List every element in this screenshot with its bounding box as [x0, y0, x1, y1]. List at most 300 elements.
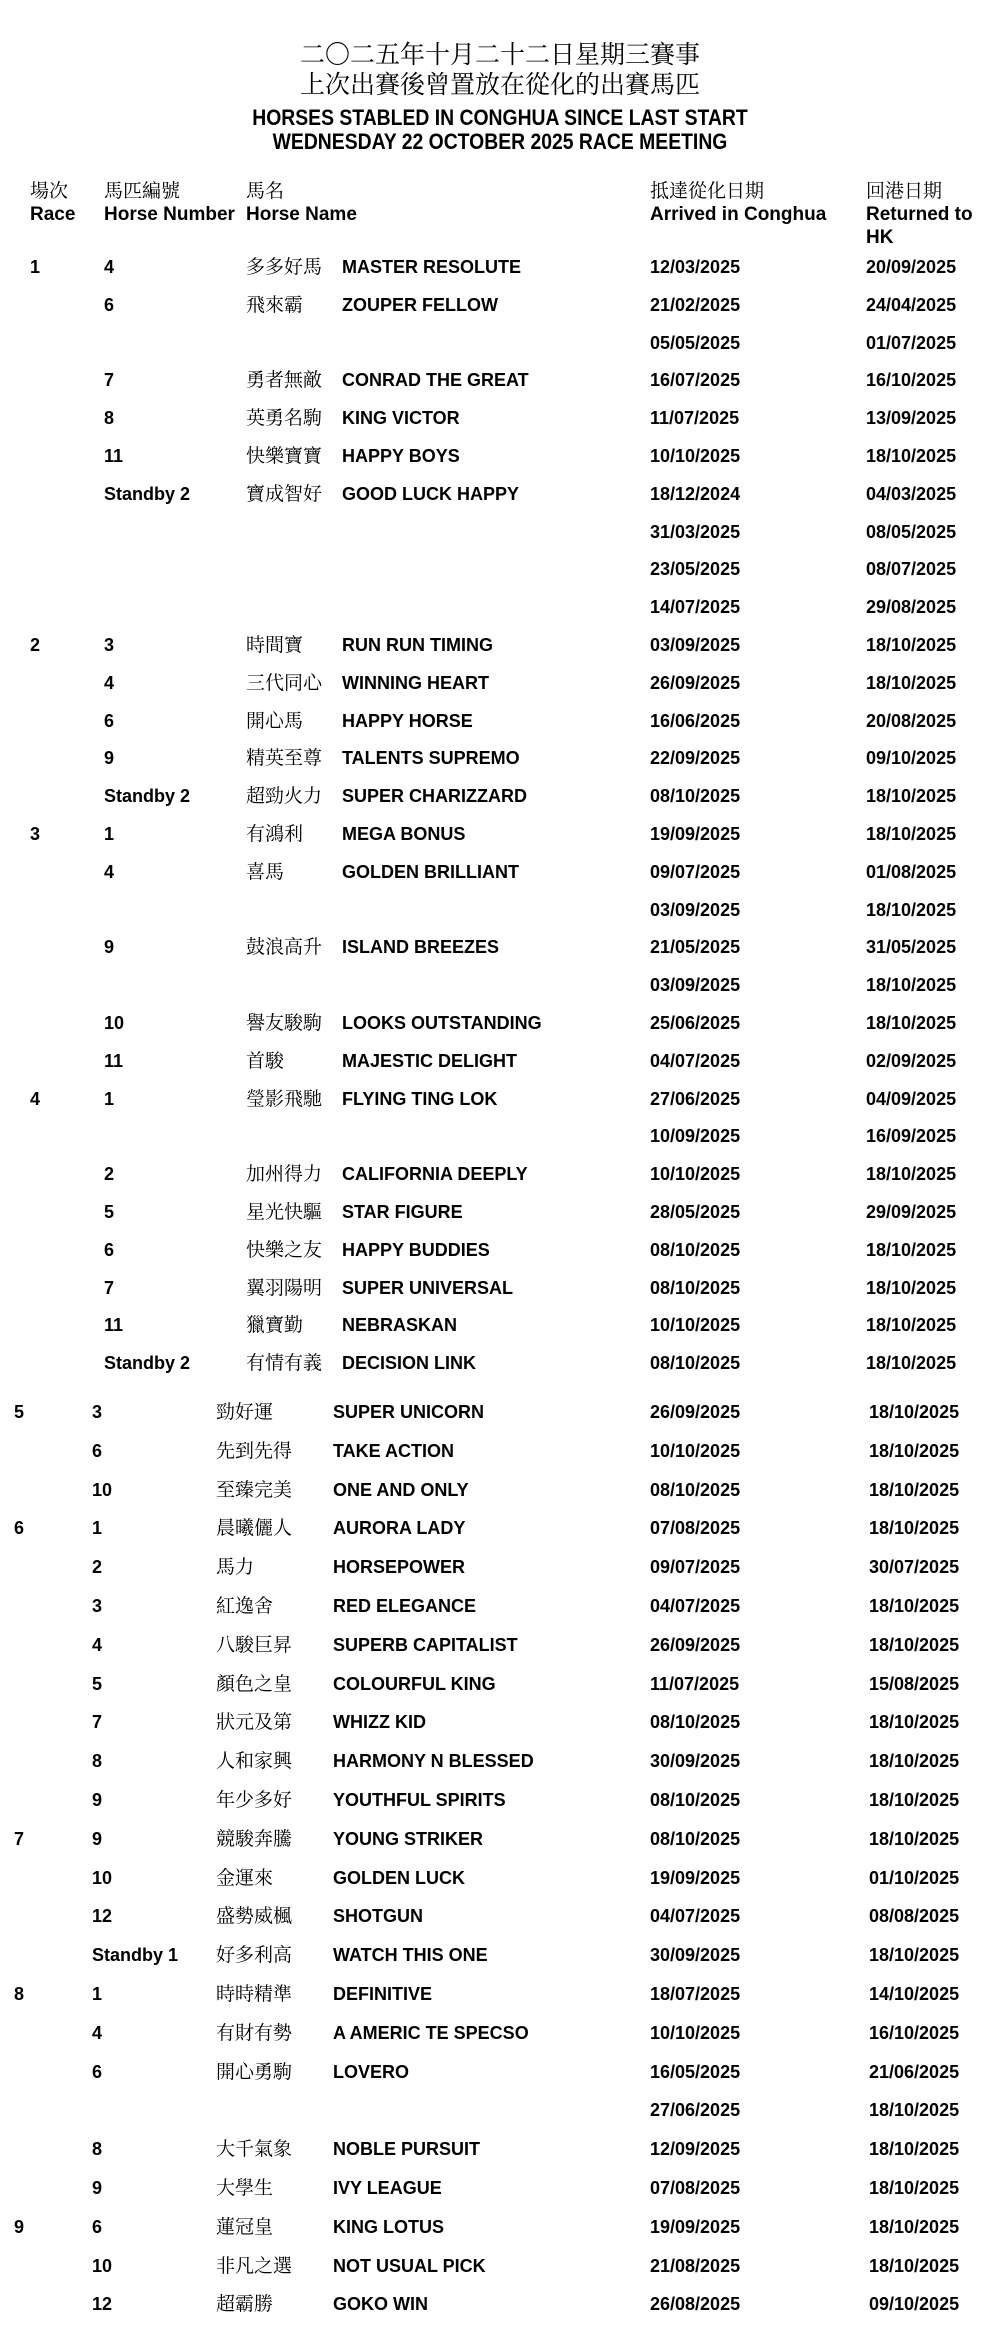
horse-name-zh-cell: 盛勢威楓 [216, 1905, 293, 1928]
header-horse-number-en: Horse Number [104, 204, 235, 225]
table-row [0, 1436, 1000, 1466]
table-row [0, 1397, 1000, 1427]
horse-name-zh-cell: 馬力 [216, 1556, 255, 1579]
horse-name-en-cell: GOOD LUCK HAPPY [342, 483, 520, 504]
returned-date-cell: 18/10/2025 [869, 2216, 960, 2237]
arrived-date-cell: 08/10/2025 [650, 1479, 741, 1500]
horse-number-cell: 2 [92, 1557, 103, 1578]
arrived-date-cell: 18/07/2025 [650, 1984, 741, 2004]
returned-date-cell: 18/10/2025 [869, 1790, 960, 1810]
table-row [0, 2057, 1000, 2087]
horse-name-zh-cell: 超霸勝 [216, 2293, 274, 2316]
horse-name-zh-cell: 加州得力 [246, 1163, 323, 1186]
returned-date-cell: 18/10/2025 [866, 1239, 957, 1260]
horse-number-cell: 5 [104, 1202, 115, 1222]
returned-date-cell: 08/07/2025 [866, 559, 957, 580]
returned-date-cell: 02/09/2025 [866, 1050, 957, 1071]
arrived-date-cell: 26/08/2025 [650, 2294, 741, 2315]
header-returned-en: Returned to HK [866, 204, 973, 248]
horse-name-en-cell: HARMONY N BLESSED [333, 1751, 534, 1772]
arrived-date-cell: 14/07/2025 [650, 597, 741, 618]
table-row [0, 1630, 1000, 1660]
race-cell: 1 [30, 257, 41, 277]
returned-date-cell: 16/09/2025 [866, 1126, 957, 1147]
returned-date-cell: 18/10/2025 [866, 1164, 957, 1185]
horse-name-zh-cell: 快樂之友 [246, 1238, 323, 1261]
race-cell: 2 [30, 635, 41, 655]
arrived-date-cell: 08/10/2025 [650, 1239, 741, 1260]
table-row [0, 1824, 1000, 1854]
table-row [0, 2134, 1000, 2164]
title [0, 40, 1000, 154]
table-row [0, 706, 1000, 736]
horse-name-en-cell: ONE AND ONLY [333, 1479, 469, 1500]
table-row [0, 1901, 1000, 1931]
horse-number-cell: 7 [104, 1277, 115, 1298]
horse-number-cell: 6 [104, 1239, 115, 1260]
arrived-date-cell: 08/10/2025 [650, 1277, 741, 1298]
table-row [0, 668, 1000, 698]
horse-name-zh-cell: 多多好馬 [246, 256, 323, 278]
horse-name-en-cell: KING VICTOR [342, 408, 460, 429]
table-row [0, 970, 1000, 1000]
horse-name-en-cell: AURORA LADY [333, 1518, 466, 1539]
horse-number-cell: 11 [104, 1315, 124, 1336]
table-row [0, 630, 1000, 660]
horse-number-cell: 12 [92, 2294, 113, 2315]
horse-name-en-cell: HORSEPOWER [333, 1557, 466, 1578]
arrived-date-cell: 25/06/2025 [650, 1013, 741, 1033]
horse-number-cell: 9 [104, 937, 115, 958]
horse-name-zh-cell: 有財有勢 [216, 2021, 293, 2044]
horse-name-zh-cell: 時時精準 [216, 1983, 293, 2005]
arrived-date-cell: 08/10/2025 [650, 1712, 741, 1733]
returned-date-cell: 18/10/2025 [869, 2178, 960, 2198]
horse-name-en-cell: HAPPY BOYS [342, 446, 460, 466]
arrived-date-cell: 12/03/2025 [650, 257, 741, 277]
header-race-en: Race [30, 204, 76, 225]
returned-date-cell: 18/10/2025 [869, 2139, 960, 2160]
returned-date-cell: 18/10/2025 [866, 446, 957, 466]
arrived-date-cell: 21/05/2025 [650, 937, 741, 958]
horse-name-zh-cell: 獵寶勤 [246, 1314, 304, 1337]
horse-number-cell: 10 [92, 1867, 113, 1888]
horse-name-en-cell: NOBLE PURSUIT [333, 2139, 481, 2160]
returned-date-cell: 15/08/2025 [869, 1673, 960, 1694]
header-returned [866, 180, 1000, 249]
horse-name-en-cell: GOLDEN BRILLIANT [342, 861, 519, 882]
horse-number-cell: 10 [92, 2255, 113, 2276]
horse-name-zh-cell: 蓮冠皇 [216, 2215, 274, 2238]
arrived-date-cell: 23/05/2025 [650, 559, 741, 580]
horse-number-cell: 4 [92, 1634, 103, 1655]
arrived-date-cell: 04/07/2025 [650, 1596, 741, 1616]
horse-number-cell: 8 [92, 2139, 103, 2160]
arrived-date-cell: 19/09/2025 [650, 1867, 741, 1888]
title-zh-line2: 上次出賽後曾置放在從化的出賽馬匹 [299, 70, 700, 99]
horse-number-cell: 6 [104, 294, 115, 315]
header-horse-name-en: Horse Name [246, 204, 357, 225]
horse-name-zh-cell: 譽友駿駒 [246, 1012, 323, 1034]
horse-name-en-cell: WINNING HEART [342, 672, 489, 693]
race-cell: 7 [14, 1828, 25, 1849]
arrived-date-cell: 19/09/2025 [650, 2216, 741, 2237]
horse-name-en-cell: ISLAND BREEZES [342, 937, 500, 958]
table-row [0, 592, 1000, 622]
table-row [0, 2289, 1000, 2319]
horse-name-zh-cell: 快樂寶寶 [246, 445, 323, 467]
horse-name-zh-cell: 勇者無敵 [246, 369, 323, 392]
horse-name-en-cell: SUPERB CAPITALIST [333, 1634, 518, 1655]
horse-name-en-cell: HAPPY BUDDIES [342, 1239, 490, 1260]
title-en-line2: WEDNESDAY 22 OCTOBER 2025 RACE MEETING [272, 129, 728, 154]
horse-name-en-cell: GOLDEN LUCK [333, 1867, 465, 1888]
horse-name-en-cell: YOUTHFUL SPIRITS [333, 1790, 506, 1810]
title-zh-line1: 二〇二五年十月二十二日星期三賽事 [299, 40, 700, 69]
horse-number-cell: 4 [104, 257, 115, 277]
horse-name-zh-cell: 勁好運 [216, 1401, 274, 1423]
horse-name-en-cell: LOVERO [333, 2061, 410, 2082]
horse-number-cell: 6 [92, 1440, 103, 1461]
horse-number-cell: 4 [104, 861, 115, 882]
header-horse-name-zh: 馬名 [246, 181, 285, 202]
horse-name-en-cell: WATCH THIS ONE [333, 1945, 488, 1966]
returned-date-cell: 09/10/2025 [866, 748, 957, 769]
horse-name-en-cell: MASTER RESOLUTE [342, 257, 522, 277]
header-race [30, 180, 75, 226]
horse-name-zh-cell: 翼羽陽明 [246, 1276, 323, 1299]
horse-name-zh-cell: 時間寶 [246, 634, 304, 656]
horse-name-en-cell: MAJESTIC DELIGHT [342, 1050, 518, 1071]
returned-date-cell: 08/08/2025 [869, 1906, 960, 1927]
table-row [0, 1046, 1000, 1076]
table-row [0, 2173, 1000, 2203]
horse-name-en-cell: KING LOTUS [333, 2216, 444, 2237]
arrived-date-cell: 04/07/2025 [650, 1050, 741, 1071]
horse-name-zh-cell: 超勁火力 [246, 785, 323, 808]
returned-date-cell: 18/10/2025 [869, 1634, 960, 1655]
arrived-date-cell: 27/06/2025 [650, 2100, 741, 2121]
horse-name-zh-cell: 競駿奔騰 [216, 1827, 293, 1850]
arrived-date-cell: 08/10/2025 [650, 1790, 741, 1810]
table-row [0, 328, 1000, 358]
table-row [0, 1746, 1000, 1776]
horse-name-en-cell: CONRAD THE GREAT [342, 370, 529, 391]
table-row [0, 895, 1000, 925]
returned-date-cell: 08/05/2025 [866, 521, 957, 542]
arrived-date-cell: 19/09/2025 [650, 824, 741, 844]
race-cell: 8 [14, 1984, 25, 2004]
arrived-date-cell: 10/10/2025 [650, 1440, 741, 1461]
returned-date-cell: 18/10/2025 [869, 2255, 960, 2276]
horse-name-zh-cell: 首駿 [246, 1049, 285, 1072]
horse-name-en-cell: RUN RUN TIMING [342, 635, 493, 655]
horse-number-cell: 9 [92, 1790, 103, 1810]
returned-date-cell: 18/10/2025 [866, 1277, 957, 1298]
horse-number-cell: 10 [104, 1013, 125, 1033]
horse-number-cell: 10 [92, 1479, 113, 1500]
horse-name-zh-cell: 先到先得 [216, 1439, 293, 1462]
horse-name-zh-cell: 飛來霸 [246, 293, 304, 316]
horse-name-zh-cell: 紅逸舍 [216, 1595, 274, 1617]
table-row [0, 1235, 1000, 1265]
returned-date-cell: 18/10/2025 [866, 824, 957, 844]
arrived-date-cell: 07/08/2025 [650, 1518, 741, 1539]
header-arrived [650, 180, 826, 226]
returned-date-cell: 21/06/2025 [869, 2061, 960, 2082]
table-row [0, 1084, 1000, 1114]
horse-name-zh-cell: 星光快驅 [246, 1201, 323, 1223]
table-row [0, 1475, 1000, 1505]
returned-date-cell: 18/10/2025 [866, 1013, 957, 1033]
returned-date-cell: 18/10/2025 [869, 1596, 960, 1616]
table-row [0, 1197, 1000, 1227]
horse-name-en-cell: MEGA BONUS [342, 824, 466, 844]
horse-name-zh-cell: 精英至尊 [246, 747, 323, 770]
arrived-date-cell: 27/06/2025 [650, 1088, 741, 1109]
returned-date-cell: 24/04/2025 [866, 294, 957, 315]
returned-date-cell: 31/05/2025 [866, 937, 957, 958]
table-row [0, 1121, 1000, 1151]
horse-number-cell: 4 [92, 2022, 103, 2043]
returned-date-cell: 18/10/2025 [866, 899, 957, 920]
arrived-date-cell: 30/09/2025 [650, 1945, 741, 1966]
returned-date-cell: 18/10/2025 [866, 635, 957, 655]
horse-name-en-cell: GOKO WIN [333, 2294, 428, 2315]
horse-name-en-cell: SUPER CHARIZZARD [342, 786, 528, 807]
header-race-zh: 場次 [30, 181, 69, 202]
horse-name-zh-cell: 年少多好 [216, 1789, 293, 1811]
table-row [0, 1979, 1000, 2009]
horse-name-zh-cell: 狀元及第 [216, 1711, 293, 1734]
table-row [0, 1785, 1000, 1815]
returned-date-cell: 18/10/2025 [869, 1945, 960, 1966]
horse-number-cell: 1 [104, 824, 115, 844]
table-row [0, 2095, 1000, 2125]
race-cell: 3 [30, 824, 41, 844]
horse-name-en-cell: CALIFORNIA DEEPLY [342, 1164, 528, 1185]
header-horse-number-zh: 馬匹編號 [104, 181, 181, 202]
table-row [0, 403, 1000, 433]
arrived-date-cell: 21/02/2025 [650, 294, 741, 315]
returned-date-cell: 18/10/2025 [869, 1518, 960, 1539]
arrived-date-cell: 26/09/2025 [650, 1634, 741, 1655]
table-row [0, 1940, 1000, 1970]
horse-name-en-cell: HAPPY HORSE [342, 710, 473, 731]
table-row [0, 1159, 1000, 1189]
horse-name-zh-cell: 寶成智好 [246, 482, 323, 505]
table-row [0, 365, 1000, 395]
arrived-date-cell: 26/09/2025 [650, 672, 741, 693]
arrived-date-cell: 11/07/2025 [650, 408, 740, 429]
horse-number-cell: 11 [104, 1050, 124, 1071]
horse-number-cell: 9 [104, 748, 115, 769]
horse-name-zh-cell: 有情有義 [246, 1352, 323, 1375]
horse-number-cell: Standby 2 [104, 786, 191, 807]
horse-number-cell: 6 [104, 710, 115, 731]
arrived-date-cell: 04/07/2025 [650, 1906, 741, 1927]
returned-date-cell: 04/09/2025 [866, 1088, 957, 1109]
table-row [0, 743, 1000, 773]
horse-number-cell: 6 [92, 2216, 103, 2237]
horse-name-en-cell: DECISION LINK [342, 1353, 477, 1374]
table-row [0, 1707, 1000, 1737]
horse-name-en-cell: SUPER UNICORN [333, 1402, 485, 1422]
returned-date-cell: 18/10/2025 [866, 672, 957, 693]
table-row [0, 1273, 1000, 1303]
arrived-date-cell: 28/05/2025 [650, 1202, 741, 1222]
horse-number-cell: 5 [92, 1673, 103, 1694]
table-row [0, 554, 1000, 584]
arrived-date-cell: 18/12/2024 [650, 483, 741, 504]
race-cell: 9 [14, 2216, 25, 2237]
returned-date-cell: 16/10/2025 [866, 370, 957, 391]
header-returned-zh: 回港日期 [866, 181, 943, 202]
table-row [0, 2251, 1000, 2281]
table-row [0, 1348, 1000, 1378]
horse-name-en-cell: ZOUPER FELLOW [342, 294, 498, 315]
horse-name-zh-cell: 非凡之選 [216, 2254, 293, 2277]
returned-date-cell: 29/09/2025 [866, 1202, 957, 1222]
arrived-date-cell: 10/10/2025 [650, 446, 741, 466]
table-row [0, 1552, 1000, 1582]
horse-name-zh-cell: 人和家興 [216, 1750, 293, 1773]
arrived-date-cell: 03/09/2025 [650, 975, 741, 996]
horse-number-cell: 3 [92, 1402, 103, 1422]
horse-number-cell: 4 [104, 672, 115, 693]
horse-name-en-cell: TAKE ACTION [333, 1440, 454, 1461]
horse-name-en-cell: DEFINITIVE [333, 1984, 433, 2004]
horse-name-zh-cell: 鼓浪高升 [246, 936, 323, 959]
returned-date-cell: 01/07/2025 [866, 332, 957, 353]
horse-name-zh-cell: 好多利高 [216, 1944, 293, 1967]
table-row [0, 1669, 1000, 1699]
horse-number-cell: 9 [92, 1828, 103, 1849]
horse-name-zh-cell: 開心馬 [246, 709, 304, 732]
table-row [0, 781, 1000, 811]
race-cell: 5 [14, 1402, 25, 1422]
horse-name-en-cell: IVY LEAGUE [333, 2178, 442, 2198]
arrived-date-cell: 08/10/2025 [650, 1828, 741, 1849]
horse-name-en-cell: STAR FIGURE [342, 1202, 463, 1222]
table-row [0, 1310, 1000, 1340]
horse-name-en-cell: FLYING TING LOK [342, 1088, 498, 1109]
horse-name-zh-cell: 開心勇駒 [216, 2060, 293, 2083]
arrived-date-cell: 22/09/2025 [650, 748, 741, 769]
horse-name-en-cell: LOOKS OUTSTANDING [342, 1013, 542, 1033]
table-row [0, 819, 1000, 849]
horse-name-zh-cell: 喜馬 [246, 860, 285, 883]
table-row [0, 1863, 1000, 1893]
horse-number-cell: 9 [92, 2178, 103, 2198]
returned-date-cell: 18/10/2025 [866, 1353, 957, 1374]
table-row [0, 2018, 1000, 2048]
horse-number-cell: 2 [104, 1164, 115, 1185]
header-horse-name [246, 180, 357, 226]
arrived-date-cell: 16/05/2025 [650, 2061, 741, 2082]
returned-date-cell: 01/10/2025 [869, 1867, 960, 1888]
table-row [0, 1513, 1000, 1543]
horse-name-zh-cell: 晨曦儷人 [216, 1517, 293, 1540]
returned-date-cell: 18/10/2025 [869, 1440, 960, 1461]
arrived-date-cell: 16/06/2025 [650, 710, 741, 731]
horse-name-zh-cell: 金運來 [216, 1866, 274, 1889]
horse-number-cell: 7 [92, 1712, 103, 1733]
table-row [0, 252, 1000, 282]
horse-number-cell: Standby 2 [104, 1353, 191, 1374]
returned-date-cell: 18/10/2025 [869, 1828, 960, 1849]
arrived-date-cell: 05/05/2025 [650, 332, 741, 353]
race-cell: 6 [14, 1518, 25, 1539]
returned-date-cell: 09/10/2025 [869, 2294, 960, 2315]
horse-name-zh-cell: 大學生 [216, 2177, 274, 2199]
table-row [0, 1008, 1000, 1038]
table-row [0, 1591, 1000, 1621]
horse-name-en-cell: SHOTGUN [333, 1906, 423, 1927]
horse-number-cell: 3 [104, 635, 115, 655]
horse-name-en-cell: COLOURFUL KING [333, 1673, 496, 1694]
table-row [0, 290, 1000, 320]
returned-date-cell: 18/10/2025 [869, 1479, 960, 1500]
horse-number-cell: 1 [104, 1088, 115, 1109]
horse-number-cell: 6 [92, 2061, 103, 2082]
horse-number-cell: 7 [104, 370, 115, 391]
table-row [0, 857, 1000, 887]
horse-name-en-cell: TALENTS SUPREMO [342, 748, 520, 769]
arrived-date-cell: 16/07/2025 [650, 370, 741, 391]
arrived-date-cell: 10/10/2025 [650, 2022, 741, 2043]
header-arrived-en: Arrived in Conghua [650, 204, 827, 225]
arrived-date-cell: 10/10/2025 [650, 1164, 741, 1185]
returned-date-cell: 16/10/2025 [869, 2022, 960, 2043]
horse-name-en-cell: NEBRASKAN [342, 1315, 458, 1336]
arrived-date-cell: 11/07/2025 [650, 1673, 740, 1694]
arrived-date-cell: 08/10/2025 [650, 1353, 741, 1374]
arrived-date-cell: 10/09/2025 [650, 1126, 741, 1147]
horse-name-zh-cell: 三代同心 [246, 671, 323, 694]
arrived-date-cell: 03/09/2025 [650, 635, 741, 655]
returned-date-cell: 18/10/2025 [866, 975, 957, 996]
horse-name-zh-cell: 八駿巨昇 [216, 1633, 293, 1656]
returned-date-cell: 30/07/2025 [869, 1557, 960, 1578]
arrived-date-cell: 26/09/2025 [650, 1402, 741, 1422]
returned-date-cell: 18/10/2025 [869, 1402, 960, 1422]
returned-date-cell: 18/10/2025 [869, 2100, 960, 2121]
horse-name-zh-cell: 英勇名駒 [246, 407, 323, 430]
arrived-date-cell: 31/03/2025 [650, 521, 741, 542]
returned-date-cell: 18/10/2025 [869, 1712, 960, 1733]
returned-date-cell: 14/10/2025 [869, 1984, 960, 2004]
arrived-date-cell: 12/09/2025 [650, 2139, 741, 2160]
arrived-date-cell: 03/09/2025 [650, 899, 741, 920]
horse-number-cell: 3 [92, 1596, 103, 1616]
horse-number-cell: 1 [92, 1984, 103, 2004]
horse-name-zh-cell: 至臻完美 [216, 1478, 293, 1501]
horse-number-cell: Standby 2 [104, 483, 191, 504]
title-en-line1: HORSES STABLED IN CONGHUA SINCE LAST START [252, 105, 748, 130]
horse-name-en-cell: NOT USUAL PICK [333, 2255, 486, 2276]
returned-date-cell: 13/09/2025 [866, 408, 957, 429]
horse-number-cell: 1 [92, 1518, 103, 1539]
horse-name-en-cell: WHIZZ KID [333, 1712, 426, 1733]
horse-number-cell: 12 [92, 1906, 113, 1927]
horse-name-zh-cell: 大千氣象 [216, 2138, 293, 2161]
table-row [0, 517, 1000, 547]
race-cell: 4 [30, 1088, 41, 1109]
horse-number-cell: Standby 1 [92, 1945, 179, 1966]
horse-name-zh-cell: 有鴻利 [246, 823, 304, 845]
horse-number-cell: 8 [92, 1751, 103, 1772]
